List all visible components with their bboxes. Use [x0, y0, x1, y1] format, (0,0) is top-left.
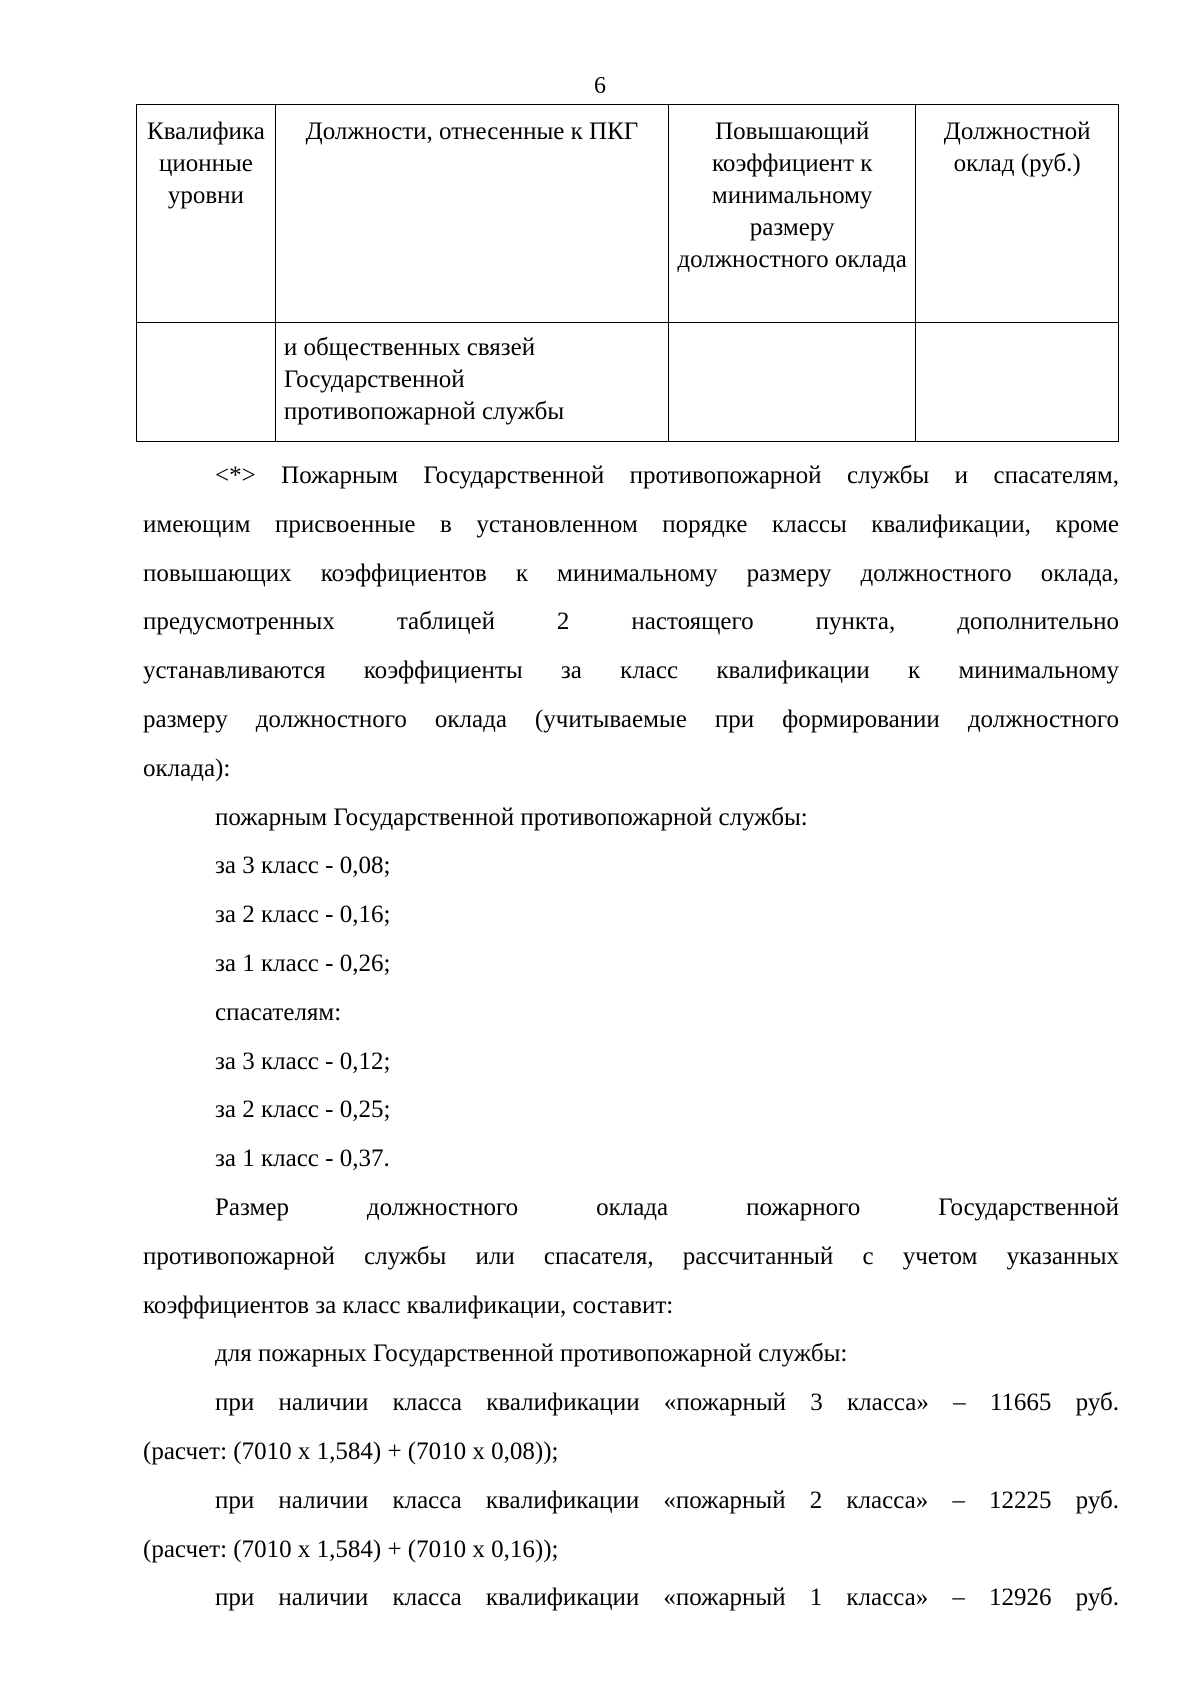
footnote-line: предусмотренных таблицей 2 настоящего пункта, дополнительно — [143, 608, 1119, 636]
footnote-line: оклада): — [143, 754, 231, 782]
footnote-line: имеющим присвоенные в установленном порядке классы квалификации, кроме — [143, 510, 1119, 538]
for-firefighters-heading: для пожарных Государственной противопожарной службы: — [215, 1340, 848, 1368]
page-number: 6 — [594, 73, 606, 99]
calculation-line: при наличии класса квалификации «пожарный 2 класса» – 12225 руб. — [215, 1486, 1119, 1514]
rescuers-heading: спасателям: — [215, 998, 342, 1026]
list-item: за 2 класс - 0,16; — [215, 901, 391, 929]
calculation-line: при наличии класса квалификации «пожарный 3 класса» – 11665 руб. — [215, 1389, 1119, 1417]
calculation-line: (расчет: (7010 x 1,584) + (7010 x 0,08)); — [143, 1437, 559, 1465]
document-body — [143, 452, 1119, 1623]
calculation-line: при наличии класса квалификации «пожарный 1 класса» – 12926 руб. — [215, 1584, 1119, 1612]
footnote-line: <*> Пожарным Государственной противопожарной службы и спасателям, — [215, 462, 1119, 489]
footnote-line: размеру должностного оклада (учитываемые при формировании должностного — [143, 705, 1119, 733]
table-cell: и общественных связей Государственной противопожарной службы — [275, 323, 668, 442]
table-cell — [137, 323, 276, 442]
list-item: за 3 класс - 0,12; — [215, 1047, 391, 1075]
calculation-line: (расчет: (7010 x 1,584) + (7010 x 0,16)); — [143, 1535, 559, 1563]
table-cell — [669, 323, 916, 442]
header-qualification-levels: Квалифика ционные уровни — [137, 105, 276, 323]
list-item: за 3 класс - 0,08; — [215, 852, 391, 880]
table-header-row — [137, 105, 1119, 323]
table-row — [137, 323, 1119, 442]
table-cell — [916, 323, 1119, 442]
footnote-line: устанавливаются коэффициенты за класс квалификации к минимальному — [143, 657, 1119, 685]
header-positions: Должности, отнесенные к ПКГ — [275, 105, 668, 323]
salary-paragraph-line: противопожарной службы или спасателя, рассчитанный с учетом указанных — [143, 1242, 1119, 1270]
list-item: за 1 класс - 0,37. — [215, 1145, 390, 1173]
salary-paragraph-line: коэффициентов за класс квалификации, составит: — [143, 1291, 674, 1319]
list-item: за 1 класс - 0,26; — [215, 949, 391, 977]
header-official-salary: Должностной оклад (руб.) — [916, 105, 1119, 323]
positions-table — [136, 104, 1119, 442]
salary-paragraph-line: Размер должностного оклада пожарного Государственной — [215, 1193, 1119, 1221]
list-item: за 2 класс - 0,25; — [215, 1096, 391, 1124]
header-increasing-coefficient: Повышающий коэффициент к минимальному размеру должностного оклада — [669, 105, 916, 323]
firefighters-heading: пожарным Государственной противопожарной службы: — [215, 803, 808, 831]
footnote-line: повышающих коэффициентов к минимальному размеру должностного оклада, — [143, 559, 1119, 587]
